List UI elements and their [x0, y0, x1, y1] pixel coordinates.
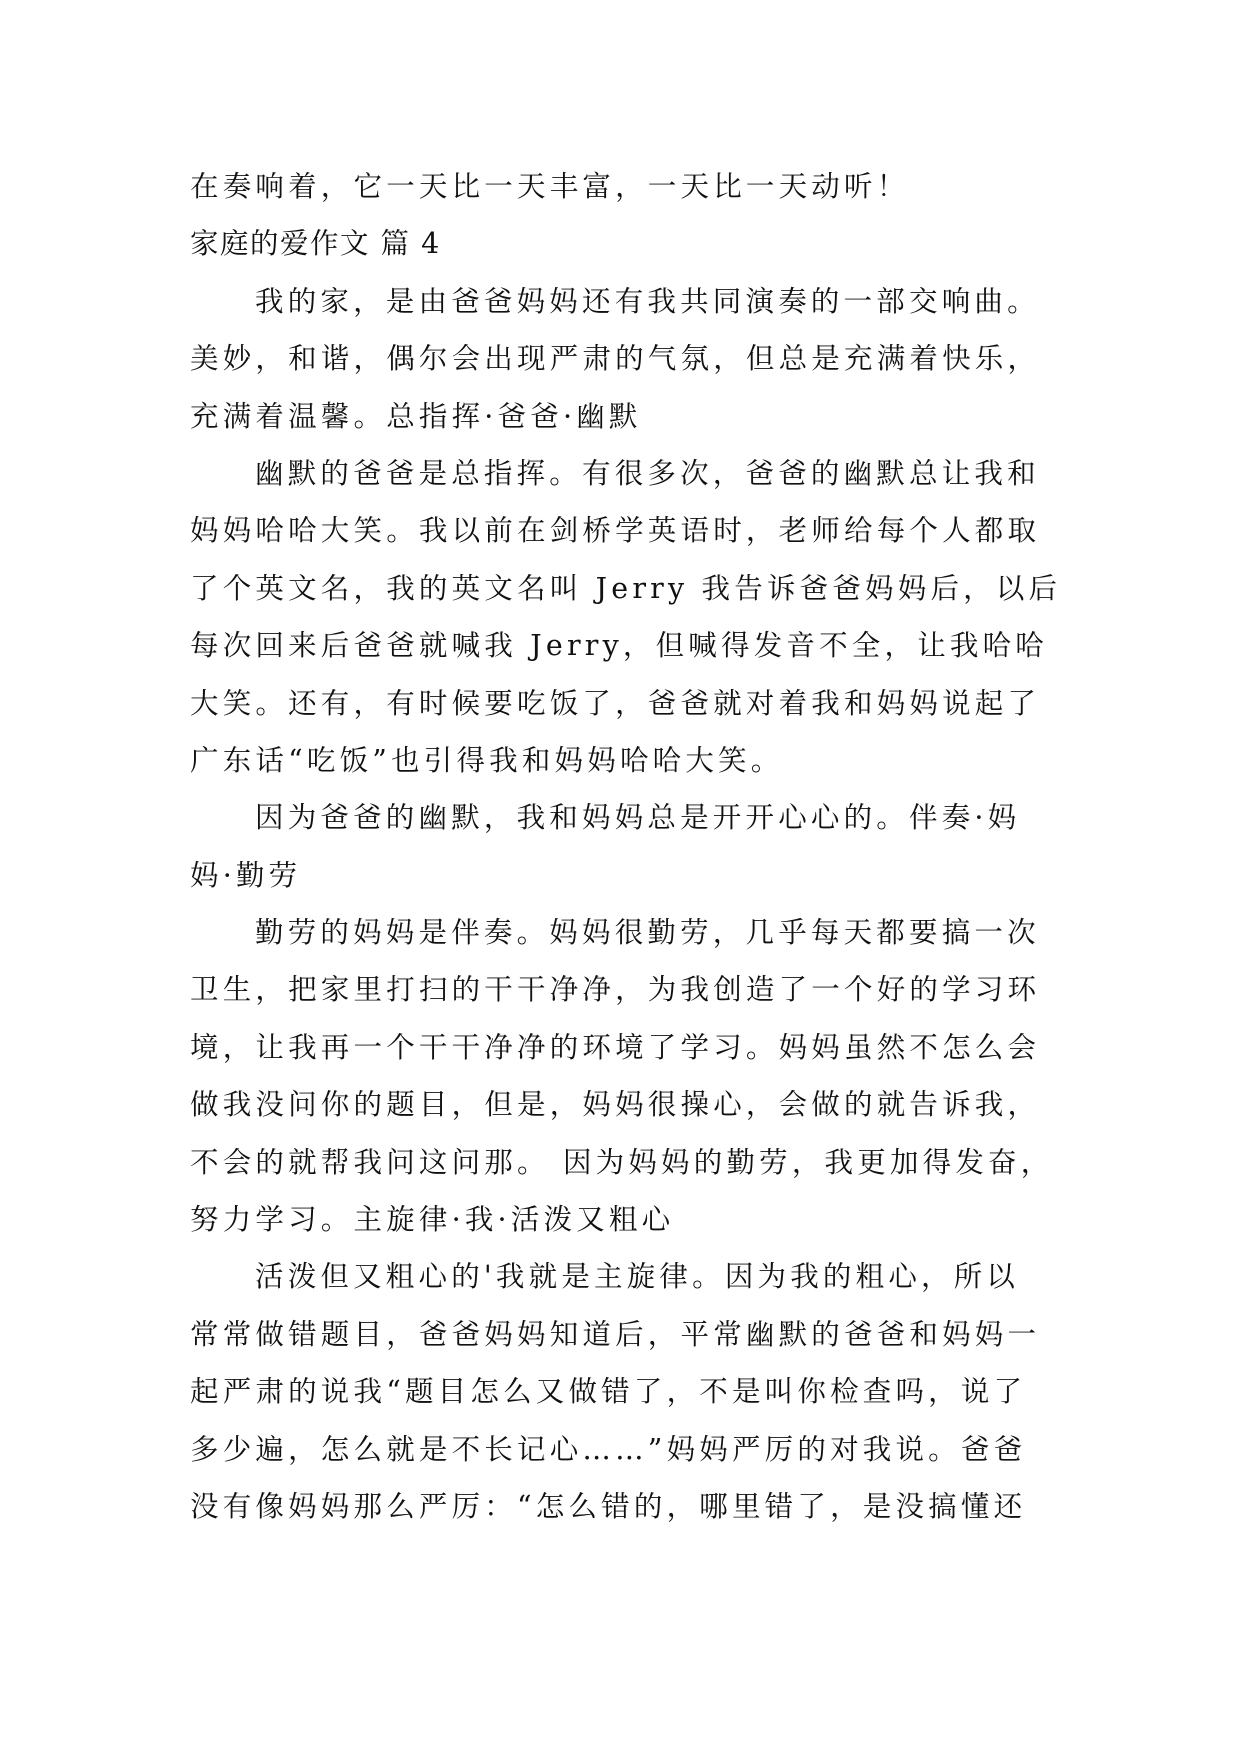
text-line: 多少遍，怎么就是不长记心……”妈妈严厉的对我说。爸爸: [190, 1432, 1027, 1466]
text-line: 境，让我再一个干干净净的环境了学习。妈妈虽然不怎么会: [190, 1030, 1041, 1064]
text-line: 我的家，是由爸爸妈妈还有我共同演奏的一部交响曲。: [255, 284, 1040, 318]
text-line: 每次回来后爸爸就喊我 Jerry，但喊得发音不全，让我哈哈: [190, 629, 1049, 663]
text-line: 卫生，把家里打扫的干干净净，为我创造了一个好的学习环: [190, 973, 1041, 1007]
text-line: 在奏响着，它一天比一天丰富，一天比一天动听！: [190, 170, 910, 203]
section-heading: 家庭的爱作文 篇 4: [190, 227, 441, 261]
text-line: 充满着温馨。总指挥·爸爸·幽默: [190, 399, 642, 433]
text-line: 没有像妈妈那么严厉：“怎么错的，哪里错了，是没搞懂还: [190, 1489, 1027, 1523]
text-line: 勤劳的妈妈是伴奏。妈妈很勤劳，几乎每天都要搞一次: [255, 916, 1040, 950]
text-line: 起严肃的说我“题目怎么又做错了，不是叫你检查吗，说了: [190, 1375, 1027, 1409]
text-line: 大笑。还有，有时候要吃饭了，爸爸就对着我和妈妈说起了: [190, 686, 1041, 720]
text-line: 因为爸爸的幽默，我和妈妈总是开开心心的。伴奏·妈: [255, 801, 1021, 835]
text-line: 幽默的爸爸是总指挥。有很多次，爸爸的幽默总让我和: [255, 456, 1040, 490]
text-line: 广东话“吃饭”也引得我和妈妈哈哈大笑。: [190, 743, 784, 777]
text-line: 活泼但又粗心的'我就是主旋律。因为我的粗心，所以: [255, 1260, 1020, 1294]
essay-body: [190, 158, 1090, 1535]
text-line: 了个英文名，我的英文名叫 Jerry 我告诉爸爸妈妈后，以后: [190, 571, 1062, 605]
text-line: 不会的就帮我问这问那。 因为妈妈的勤劳，我更加得发奋，: [190, 1145, 1054, 1179]
text-line: 努力学习。主旋律·我·活泼又粗心: [190, 1203, 675, 1237]
text-line: 妈·勤劳: [190, 858, 302, 892]
text-line: 妈妈哈哈大笑。我以前在剑桥学英语时，老师给每个人都取: [190, 514, 1041, 548]
text-line: 常常做错题目，爸爸妈妈知道后，平常幽默的爸爸和妈妈一: [190, 1317, 1041, 1351]
text-line: 做我没问你的题目，但是，妈妈很操心，会做的就告诉我，: [190, 1088, 1041, 1122]
text-line: 美妙，和谐，偶尔会出现严肃的气氛，但总是充满着快乐，: [190, 342, 1041, 376]
